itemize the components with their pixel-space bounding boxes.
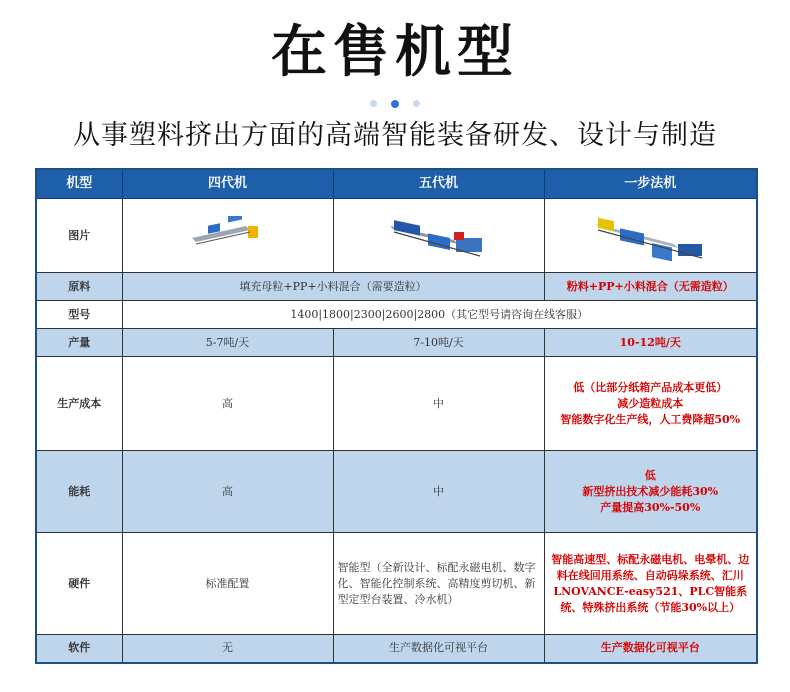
table-row-software <box>36 635 757 663</box>
table-row-material <box>36 273 757 301</box>
machine-comparison-table <box>35 168 758 664</box>
carousel-dot[interactable] <box>370 100 377 107</box>
table-row-hardware <box>36 533 757 635</box>
material-one-step: 粉料+PP+小料混合（无需造粒） <box>544 273 757 301</box>
software-gen5: 生产数据化可视平台 <box>333 635 544 663</box>
gen4-machine-image <box>122 199 333 273</box>
software-one-step: 生产数据化可视平台 <box>544 635 757 663</box>
row-label-energy: 能耗 <box>36 451 122 533</box>
cost-one-step-line: 智能数字化生产线，人工费降超50% <box>560 412 741 426</box>
model-sizes: 1400|1800|2300|2600|2800（其它型号请咨询在线客服） <box>122 301 757 329</box>
cost-gen5: 中 <box>333 357 544 451</box>
table-row-output <box>36 329 757 357</box>
cost-gen4: 高 <box>122 357 333 451</box>
cost-one-step-line: 减少造粒成本 <box>617 396 684 410</box>
energy-one-step <box>544 451 757 533</box>
header-model: 机型 <box>36 169 122 199</box>
page-title: 在售机型 <box>271 20 519 85</box>
carousel-dot[interactable] <box>413 100 420 107</box>
row-label-hardware: 硬件 <box>36 533 122 635</box>
table-header-row <box>36 169 757 199</box>
row-label-model: 型号 <box>36 301 122 329</box>
header-one-step: 一步法机 <box>544 169 757 199</box>
one-step-machine-image <box>544 199 757 273</box>
cost-one-step <box>544 357 757 451</box>
carousel-indicator <box>0 98 790 108</box>
hardware-gen5: 智能型（全新设计、标配永磁电机、数字化、智能化控制系统、高精度剪切机、新型定型台装置、冷水机） <box>333 533 544 635</box>
software-gen4: 无 <box>122 635 333 663</box>
output-gen4: 5-7吨/天 <box>122 329 333 357</box>
energy-gen5: 中 <box>333 451 544 533</box>
hardware-gen4: 标准配置 <box>122 533 333 635</box>
header-gen5: 五代机 <box>333 169 544 199</box>
row-label-output: 产量 <box>36 329 122 357</box>
row-label-cost: 生产成本 <box>36 357 122 451</box>
energy-one-step-line: 产量提高30%-50% <box>600 500 701 514</box>
hardware-one-step: 智能高速型、标配永磁电机、电晕机、边料在线回用系统、自动码垛系统、汇川LNOVANCE-easy521、PLC智能系统、特殊挤出系统（节能30%以上） <box>544 533 757 635</box>
page-subtitle: 从事塑料挤出方面的高端智能装备研发、设计与制造 <box>73 120 717 151</box>
output-gen5: 7-10吨/天 <box>333 329 544 357</box>
table-row-model <box>36 301 757 329</box>
table-row-energy <box>36 451 757 533</box>
gen5-machine-image <box>333 199 544 273</box>
energy-one-step-line: 低 <box>644 468 656 482</box>
row-label-image: 图片 <box>36 199 122 273</box>
cost-one-step-line: 低（比部分纸箱产品成本更低） <box>573 380 728 394</box>
table-row-image <box>36 199 757 273</box>
row-label-software: 软件 <box>36 635 122 663</box>
carousel-dot-active[interactable] <box>391 100 399 108</box>
energy-one-step-line: 新型挤出技术减少能耗30% <box>582 484 719 498</box>
output-one-step: 10-12吨/天 <box>544 329 757 357</box>
header-gen4: 四代机 <box>122 169 333 199</box>
material-gen4-gen5: 填充母粒+PP+小料混合（需要造粒） <box>122 273 544 301</box>
energy-gen4: 高 <box>122 451 333 533</box>
table-row-cost <box>36 357 757 451</box>
row-label-material: 原料 <box>36 273 122 301</box>
